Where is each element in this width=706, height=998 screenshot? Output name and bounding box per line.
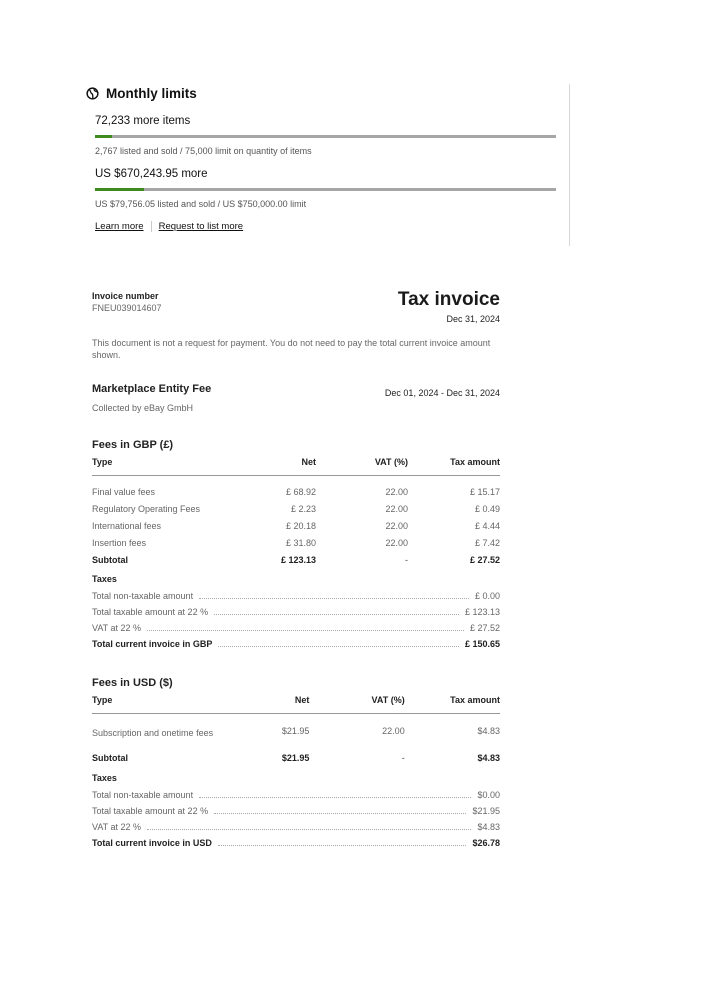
invoice-date: Dec 31, 2024 bbox=[446, 314, 500, 324]
gbp-vat-line bbox=[92, 623, 500, 639]
tax-line-label: Total non-taxable amount bbox=[92, 790, 194, 800]
total-value: £ 150.65 bbox=[464, 639, 500, 649]
dotted-leader bbox=[218, 839, 467, 846]
col-vat: VAT (%) bbox=[316, 457, 408, 475]
value-limit-block bbox=[95, 168, 556, 209]
row-vat: 22.00 bbox=[385, 537, 408, 548]
subtotal-tax: $4.83 bbox=[477, 753, 500, 763]
value-remaining: US $670,243.95 more bbox=[95, 168, 208, 180]
tax-line-value: £ 123.13 bbox=[464, 607, 500, 617]
usd-subtotal-row bbox=[92, 748, 500, 768]
gbp-taxable-line bbox=[92, 607, 500, 623]
usd-tax-summary bbox=[92, 790, 500, 854]
gbp-taxes-title: Taxes bbox=[92, 574, 117, 584]
row-type: Insertion fees bbox=[92, 537, 147, 548]
gbp-table-header bbox=[92, 457, 500, 475]
row-net: £ 20.18 bbox=[285, 520, 316, 531]
col-net: Net bbox=[236, 457, 316, 475]
row-net: $21.95 bbox=[281, 725, 310, 736]
row-net: £ 31.80 bbox=[285, 537, 316, 548]
usd-non-taxable-line bbox=[92, 790, 500, 806]
row-vat: 22.00 bbox=[385, 520, 408, 531]
learn-more-link[interactable]: Learn more bbox=[95, 221, 144, 232]
items-limit-detail: 2,767 listed and sold / 75,000 limit on quantity of items bbox=[95, 146, 312, 156]
dotted-leader bbox=[199, 592, 469, 599]
tax-line-value: $21.95 bbox=[472, 806, 500, 816]
tax-line-label: Total taxable amount at 22 % bbox=[92, 806, 209, 816]
row-type: Subscription and onetime fees bbox=[92, 727, 214, 738]
card-right-border bbox=[569, 84, 570, 246]
invoice-number-label: Invoice number bbox=[92, 291, 159, 301]
value-limit-bar-fill bbox=[95, 188, 144, 191]
usd-section-title: Fees in USD ($) bbox=[92, 677, 173, 689]
row-type: International fees bbox=[92, 520, 162, 531]
usd-table-header bbox=[92, 695, 500, 713]
items-remaining: 72,233 more items bbox=[95, 115, 191, 127]
tax-line-label: VAT at 22 % bbox=[92, 822, 142, 832]
total-label: Total current invoice in USD bbox=[92, 838, 212, 848]
tax-line-value: £ 0.00 bbox=[474, 591, 500, 601]
usd-fees-table-wrap bbox=[92, 695, 500, 768]
col-tax-amount: Tax amount bbox=[405, 695, 500, 713]
row-tax: $4.83 bbox=[477, 725, 500, 736]
globe-icon bbox=[86, 87, 99, 100]
row-tax: £ 4.44 bbox=[474, 520, 500, 531]
subtotal-vat: - bbox=[405, 554, 408, 565]
items-limit-bar bbox=[95, 135, 556, 138]
row-tax: £ 0.49 bbox=[474, 503, 500, 514]
dotted-leader bbox=[214, 608, 459, 615]
usd-taxable-line bbox=[92, 806, 500, 822]
limit-links bbox=[95, 221, 243, 232]
monthly-limits-card bbox=[86, 84, 572, 246]
table-row bbox=[92, 713, 500, 748]
table-row bbox=[92, 534, 500, 551]
value-limit-bar bbox=[95, 188, 556, 191]
col-type: Type bbox=[92, 695, 227, 713]
col-tax-amount: Tax amount bbox=[408, 457, 500, 475]
usd-vat-line bbox=[92, 822, 500, 838]
total-label: Total current invoice in GBP bbox=[92, 639, 213, 649]
row-tax: £ 7.42 bbox=[474, 537, 500, 548]
request-to-list-more-link[interactable]: Request to list more bbox=[158, 221, 244, 232]
subtotal-label: Subtotal bbox=[92, 753, 128, 763]
tax-line-value: $0.00 bbox=[477, 790, 500, 800]
tax-line-value: $4.83 bbox=[477, 822, 500, 832]
gbp-fees-table bbox=[92, 457, 500, 568]
invoice-disclaimer: This document is not a request for payment. You do not need to pay the total current invoice amount shown. bbox=[92, 338, 491, 360]
invoice-title: Tax invoice bbox=[397, 289, 500, 310]
table-row bbox=[92, 517, 500, 534]
value-limit-detail: US $79,756.05 listed and sold / US $750,000.00 limit bbox=[95, 199, 307, 209]
entity-section bbox=[92, 383, 500, 419]
row-type: Final value fees bbox=[92, 486, 156, 497]
monthly-limits-header bbox=[86, 84, 572, 102]
table-row bbox=[92, 500, 500, 517]
row-net: £ 68.92 bbox=[285, 486, 316, 497]
dotted-leader bbox=[147, 624, 464, 631]
row-vat: 22.00 bbox=[385, 486, 408, 497]
billing-period: Dec 01, 2024 - Dec 31, 2024 bbox=[384, 388, 500, 398]
col-type: Type bbox=[92, 457, 236, 475]
row-vat: 22.00 bbox=[382, 725, 405, 736]
invoice-number: FNEU039014607 bbox=[92, 303, 162, 313]
items-limit-bar-fill bbox=[95, 135, 112, 138]
table-row bbox=[92, 475, 500, 500]
gbp-total-line bbox=[92, 639, 500, 655]
monthly-limits-title: Monthly limits bbox=[106, 85, 197, 101]
gbp-non-taxable-line bbox=[92, 591, 500, 607]
entity-title: Marketplace Entity Fee bbox=[92, 383, 212, 395]
tax-line-label: Total taxable amount at 22 % bbox=[92, 607, 209, 617]
subtotal-vat: - bbox=[401, 753, 405, 763]
dotted-leader bbox=[214, 807, 466, 814]
row-vat: 22.00 bbox=[385, 503, 408, 514]
row-net: £ 2.23 bbox=[290, 503, 316, 514]
item-limit-block bbox=[95, 115, 556, 156]
subtotal-label: Subtotal bbox=[92, 554, 128, 565]
dotted-leader bbox=[199, 791, 471, 798]
row-type: Regulatory Operating Fees bbox=[92, 503, 201, 514]
invoice-header bbox=[92, 291, 500, 331]
tax-line-label: VAT at 22 % bbox=[92, 623, 142, 633]
subtotal-net: £ 123.13 bbox=[280, 554, 316, 565]
link-divider bbox=[151, 221, 152, 232]
subtotal-net: $21.95 bbox=[281, 753, 310, 763]
tax-line-value: £ 27.52 bbox=[469, 623, 500, 633]
row-tax: £ 15.17 bbox=[469, 486, 500, 497]
col-net: Net bbox=[227, 695, 310, 713]
col-vat: VAT (%) bbox=[309, 695, 404, 713]
usd-total-line bbox=[92, 838, 500, 854]
gbp-subtotal-row bbox=[92, 551, 500, 568]
total-value: $26.78 bbox=[472, 838, 500, 848]
subtotal-tax: £ 27.52 bbox=[469, 554, 500, 565]
gbp-fees-table-wrap bbox=[92, 457, 500, 568]
usd-taxes-title: Taxes bbox=[92, 773, 117, 783]
dotted-leader bbox=[218, 640, 459, 647]
entity-collected-by: Collected by eBay GmbH bbox=[92, 403, 194, 413]
tax-line-label: Total non-taxable amount bbox=[92, 591, 194, 601]
usd-fees-table bbox=[92, 695, 500, 768]
dotted-leader bbox=[147, 823, 471, 830]
gbp-section-title: Fees in GBP (£) bbox=[92, 439, 174, 451]
gbp-tax-summary bbox=[92, 591, 500, 655]
